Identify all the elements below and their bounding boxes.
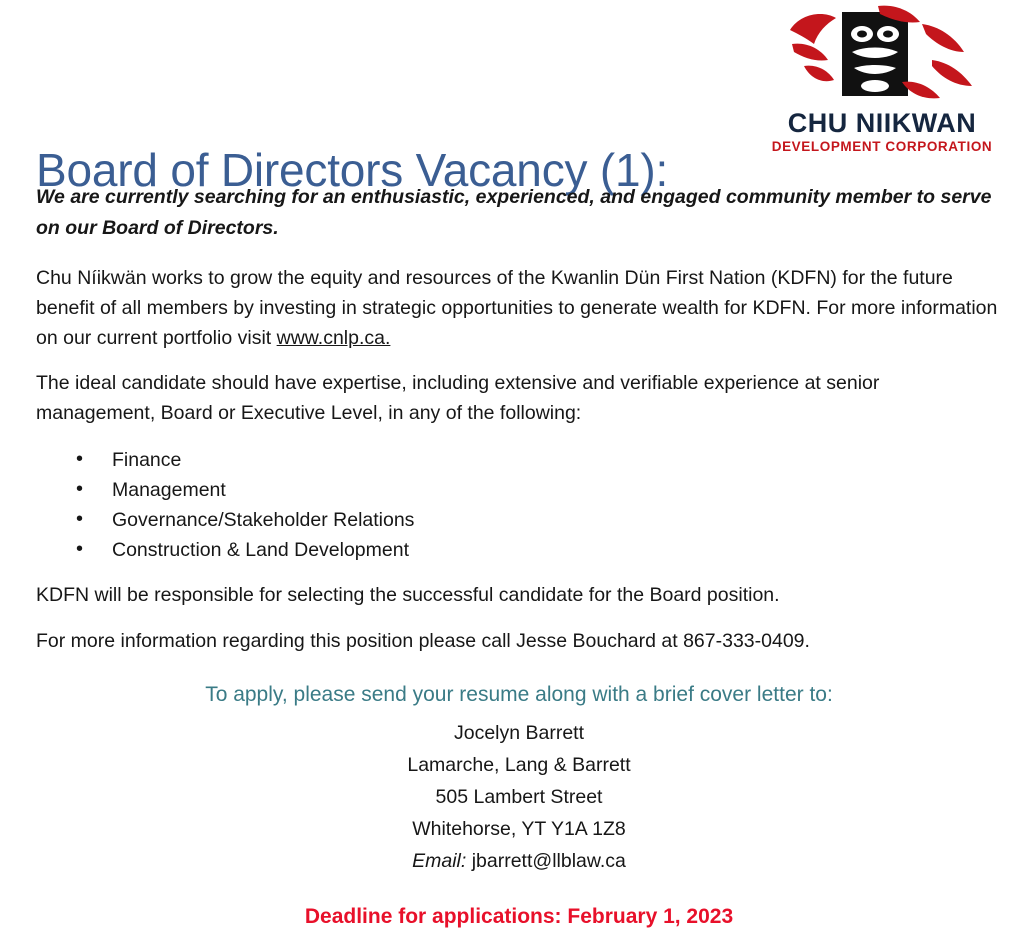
list-item: • Management — [76, 475, 1002, 505]
page-title: Board of Directors Vacancy (1): — [36, 143, 669, 196]
selection-paragraph: KDFN will be responsible for selecting the successful candidate for the Board position. — [36, 584, 780, 607]
email-label: Email: — [412, 850, 467, 873]
logo-block — [762, 4, 1002, 154]
logo-wordmark: CHU NIIKWAN — [787, 108, 977, 138]
list-item: • Governance/Stakeholder Relations — [76, 505, 1002, 535]
contact-paragraph: For more information regarding this position please call Jesse Bouchard at 867-333-0409. — [36, 630, 810, 652]
deadline-notice: Deadline for applications: February 1, 2023 — [304, 905, 734, 929]
apply-heading: To apply, please send your resume along with a brief cover letter to: — [205, 682, 833, 706]
document-body — [36, 182, 1002, 933]
apply-block — [36, 679, 1002, 878]
apply-street: 505 Lambert Street — [435, 785, 603, 808]
apply-contact-name: Jocelyn Barrett — [453, 721, 585, 744]
logo-tagline: DEVELOPMENT CORPORATION — [771, 139, 993, 154]
formline-crest-logo-icon — [782, 4, 982, 108]
apply-email-line — [36, 845, 1002, 877]
lede-paragraph: We are currently searching for an enthusiastic, experienced, and engaged community member to serve on our Board of Directors. — [36, 186, 992, 240]
criteria-list — [36, 445, 1002, 566]
criteria-intro: The ideal candidate should have expertise, including extensive and verifiable experience at senior management, Board or Executive Level, in any of the following: — [36, 372, 880, 424]
apply-city: Whitehorse, YT Y1A 1Z8 — [412, 818, 626, 841]
list-item: • Construction & Land Development — [76, 535, 1002, 565]
intro-text: Chu Níikwän works to grow the equity and resources of the Kwanlin Dün First Nation (KDFN) for the future benefit of all members by investing in strategic opportunities to generate wealth for KDFN. For more information on our current portfolio visit — [36, 267, 998, 349]
list-item: • Finance — [76, 445, 1002, 475]
intro-paragraph — [36, 264, 1002, 353]
email-address[interactable]: jbarrett@llblaw.ca — [471, 850, 626, 873]
apply-firm: Lamarche, Lang & Barrett — [407, 753, 631, 776]
portfolio-link[interactable]: www.cnlp.ca. — [276, 326, 391, 349]
